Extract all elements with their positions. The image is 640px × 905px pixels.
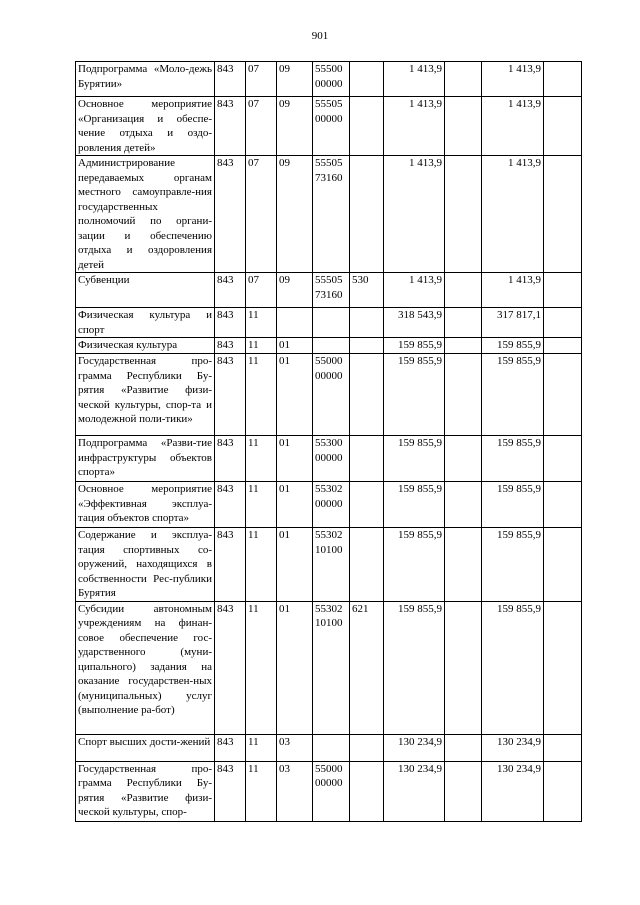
row-subsection-code: 01 (277, 338, 313, 354)
row-target-article (313, 601, 350, 734)
row-expense-type (350, 97, 384, 156)
table-row (76, 528, 582, 602)
row-grbs-code: 843 (215, 338, 246, 354)
row-amount-1: 159 855,9 (384, 338, 445, 354)
row-empty-2 (544, 601, 582, 734)
row-target-article (313, 156, 350, 273)
row-name: Подпрограмма «Моло-дежь Бурятии» (76, 62, 215, 97)
budget-table (75, 61, 582, 822)
row-section-code: 11 (246, 761, 277, 821)
row-amount-1: 159 855,9 (384, 482, 445, 528)
row-amount-2: 159 855,9 (482, 482, 544, 528)
row-grbs-code: 843 (215, 482, 246, 528)
table-body (76, 62, 582, 822)
row-expense-type (350, 62, 384, 97)
row-amount-1: 130 234,9 (384, 734, 445, 761)
row-name: Основное мероприятие «Эффективная эксплуа-тация объектов спорта» (76, 482, 215, 528)
row-amount-2: 159 855,9 (482, 528, 544, 602)
row-target-article (313, 436, 350, 482)
target-article-part-2: 00000 (315, 369, 343, 382)
target-article-part-1: 55302 (315, 602, 343, 615)
row-name: Государственная про-грамма Республики Бу-рятия «Развитие физи-ческой культуры, спор-та и молодежной поли-тики» (76, 354, 215, 436)
row-empty-2 (544, 62, 582, 97)
row-grbs-code: 843 (215, 734, 246, 761)
row-section-code: 11 (246, 308, 277, 338)
row-expense-type (350, 354, 384, 436)
row-empty-1 (445, 156, 482, 273)
row-section-code: 11 (246, 482, 277, 528)
row-subsection-code: 01 (277, 436, 313, 482)
row-name: Администрирование передаваемых органам местного самоуправле-ния государственных полномочий по органи-зации и обеспечению отдыха и оздоровления детей (76, 156, 215, 273)
row-amount-1: 130 234,9 (384, 761, 445, 821)
table-row (76, 156, 582, 273)
table-row (76, 436, 582, 482)
row-amount-1: 1 413,9 (384, 97, 445, 156)
row-name: Содержание и эксплуа-тация спортивных со-оружений, находящихся в собственности Рес-публики Бурятия (76, 528, 215, 602)
row-expense-type (350, 482, 384, 528)
row-section-code: 11 (246, 734, 277, 761)
target-article-part-2: 00000 (315, 112, 343, 125)
table-row (76, 354, 582, 436)
row-empty-2 (544, 354, 582, 436)
row-subsection-code: 09 (277, 97, 313, 156)
row-target-article (313, 482, 350, 528)
row-amount-2: 1 413,9 (482, 156, 544, 273)
target-article-part-2: 00000 (315, 451, 343, 464)
row-expense-type (350, 528, 384, 602)
table-row (76, 482, 582, 528)
row-target-article (313, 338, 350, 354)
row-amount-1: 159 855,9 (384, 436, 445, 482)
row-empty-1 (445, 734, 482, 761)
row-amount-2: 1 413,9 (482, 62, 544, 97)
row-subsection-code: 09 (277, 62, 313, 97)
row-empty-1 (445, 354, 482, 436)
target-article-part-1: 55000 (315, 355, 343, 367)
row-empty-2 (544, 482, 582, 528)
row-empty-1 (445, 62, 482, 97)
row-name: Основное мероприятие «Организация и обеспе-чение отдыха и оздо-ровления детей» (76, 97, 215, 156)
row-empty-1 (445, 97, 482, 156)
row-empty-2 (544, 734, 582, 761)
row-empty-2 (544, 273, 582, 308)
target-article-part-2: 10100 (315, 617, 343, 629)
row-subsection-code: 03 (277, 734, 313, 761)
target-article-part-2: 00000 (315, 497, 343, 510)
row-amount-1: 318 543,9 (384, 308, 445, 338)
row-section-code: 07 (246, 273, 277, 308)
target-article-part-1: 55500 (315, 63, 343, 75)
row-empty-2 (544, 436, 582, 482)
row-target-article (313, 354, 350, 436)
row-grbs-code: 843 (215, 62, 246, 97)
row-amount-1: 159 855,9 (384, 601, 445, 734)
row-grbs-code: 843 (215, 308, 246, 338)
row-amount-2: 1 413,9 (482, 273, 544, 308)
target-article-part-2: 00000 (315, 77, 343, 90)
row-section-code: 07 (246, 97, 277, 156)
row-subsection-code: 01 (277, 482, 313, 528)
row-section-code: 11 (246, 528, 277, 602)
row-subsection-code: 09 (277, 156, 313, 273)
row-subsection-code (277, 308, 313, 338)
table-row (76, 734, 582, 761)
row-amount-2: 1 413,9 (482, 97, 544, 156)
row-amount-2: 159 855,9 (482, 338, 544, 354)
row-name: Физическая культура и спорт (76, 308, 215, 338)
row-expense-type (350, 761, 384, 821)
row-name: Спорт высших дости-жений (76, 734, 215, 761)
target-article-part-1: 55302 (315, 483, 343, 495)
row-expense-type (350, 308, 384, 338)
table-row (76, 273, 582, 308)
row-section-code: 11 (246, 601, 277, 734)
row-empty-2 (544, 528, 582, 602)
row-subsection-code: 03 (277, 761, 313, 821)
row-empty-1 (445, 761, 482, 821)
target-article-part-2: 00000 (315, 777, 343, 789)
row-amount-2: 317 817,1 (482, 308, 544, 338)
row-amount-2: 159 855,9 (482, 436, 544, 482)
row-empty-1 (445, 308, 482, 338)
row-grbs-code: 843 (215, 97, 246, 156)
row-amount-1: 1 413,9 (384, 273, 445, 308)
table-row (76, 97, 582, 156)
row-empty-2 (544, 338, 582, 354)
row-target-article (313, 528, 350, 602)
row-target-article (313, 62, 350, 97)
row-name: Подпрограмма «Разви-тие инфраструктуры объектов спорта» (76, 436, 215, 482)
row-grbs-code: 843 (215, 528, 246, 602)
row-target-article (313, 734, 350, 761)
row-grbs-code: 843 (215, 354, 246, 436)
table-row (76, 338, 582, 354)
table-row (76, 761, 582, 821)
row-empty-2 (544, 156, 582, 273)
row-name: Государственная про-грамма Республики Бу-рятия «Развитие физи-ческой культуры, спор- (76, 761, 215, 821)
row-section-code: 11 (246, 338, 277, 354)
row-empty-2 (544, 308, 582, 338)
row-target-article (313, 308, 350, 338)
page-number: 901 (311, 30, 329, 42)
row-empty-2 (544, 97, 582, 156)
row-empty-2 (544, 761, 582, 821)
row-section-code: 11 (246, 436, 277, 482)
table-row (76, 62, 582, 97)
row-empty-1 (445, 482, 482, 528)
row-subsection-code: 01 (277, 601, 313, 734)
row-empty-1 (445, 273, 482, 308)
row-expense-type (350, 156, 384, 273)
row-target-article (313, 273, 350, 308)
row-expense-type (350, 436, 384, 482)
row-subsection-code: 01 (277, 528, 313, 602)
target-article-part-1: 55505 (315, 98, 343, 110)
table-row (76, 601, 582, 734)
row-amount-2: 159 855,9 (482, 601, 544, 734)
row-amount-2: 159 855,9 (482, 354, 544, 436)
row-expense-type: 621 (350, 601, 384, 734)
target-article-part-2: 73160 (315, 288, 343, 301)
row-grbs-code: 843 (215, 436, 246, 482)
row-amount-2: 130 234,9 (482, 761, 544, 821)
target-article-part-2: 73160 (315, 171, 343, 184)
row-amount-2: 130 234,9 (482, 734, 544, 761)
row-name: Субвенции (76, 273, 215, 308)
row-amount-1: 1 413,9 (384, 156, 445, 273)
row-expense-type (350, 338, 384, 354)
row-amount-1: 159 855,9 (384, 354, 445, 436)
row-target-article (313, 97, 350, 156)
row-empty-1 (445, 601, 482, 734)
row-section-code: 07 (246, 156, 277, 273)
target-article-part-1: 55505 (315, 274, 343, 286)
row-subsection-code: 09 (277, 273, 313, 308)
row-amount-1: 1 413,9 (384, 62, 445, 97)
row-target-article (313, 761, 350, 821)
row-expense-type: 530 (350, 273, 384, 308)
row-grbs-code: 843 (215, 273, 246, 308)
row-empty-1 (445, 436, 482, 482)
target-article-part-1: 55300 (315, 437, 343, 449)
row-expense-type (350, 734, 384, 761)
row-grbs-code: 843 (215, 156, 246, 273)
target-article-part-1: 55000 (315, 762, 343, 775)
target-article-part-1: 55302 (315, 529, 343, 541)
row-subsection-code: 01 (277, 354, 313, 436)
target-article-part-1: 55505 (315, 157, 343, 169)
row-grbs-code: 843 (215, 761, 246, 821)
row-name: Субсидии автономным учреждениям на финан-совое обеспечение гос-ударственного (муни-ципального) задания на оказание государствен-ных (муниципальных) услуг (выполнение ра-бот) (76, 601, 215, 734)
row-section-code: 11 (246, 354, 277, 436)
row-amount-1: 159 855,9 (384, 528, 445, 602)
row-empty-1 (445, 338, 482, 354)
row-empty-1 (445, 528, 482, 602)
row-section-code: 07 (246, 62, 277, 97)
row-name: Физическая культура (76, 338, 215, 354)
table-row (76, 308, 582, 338)
row-grbs-code: 843 (215, 601, 246, 734)
target-article-part-2: 10100 (315, 543, 343, 556)
